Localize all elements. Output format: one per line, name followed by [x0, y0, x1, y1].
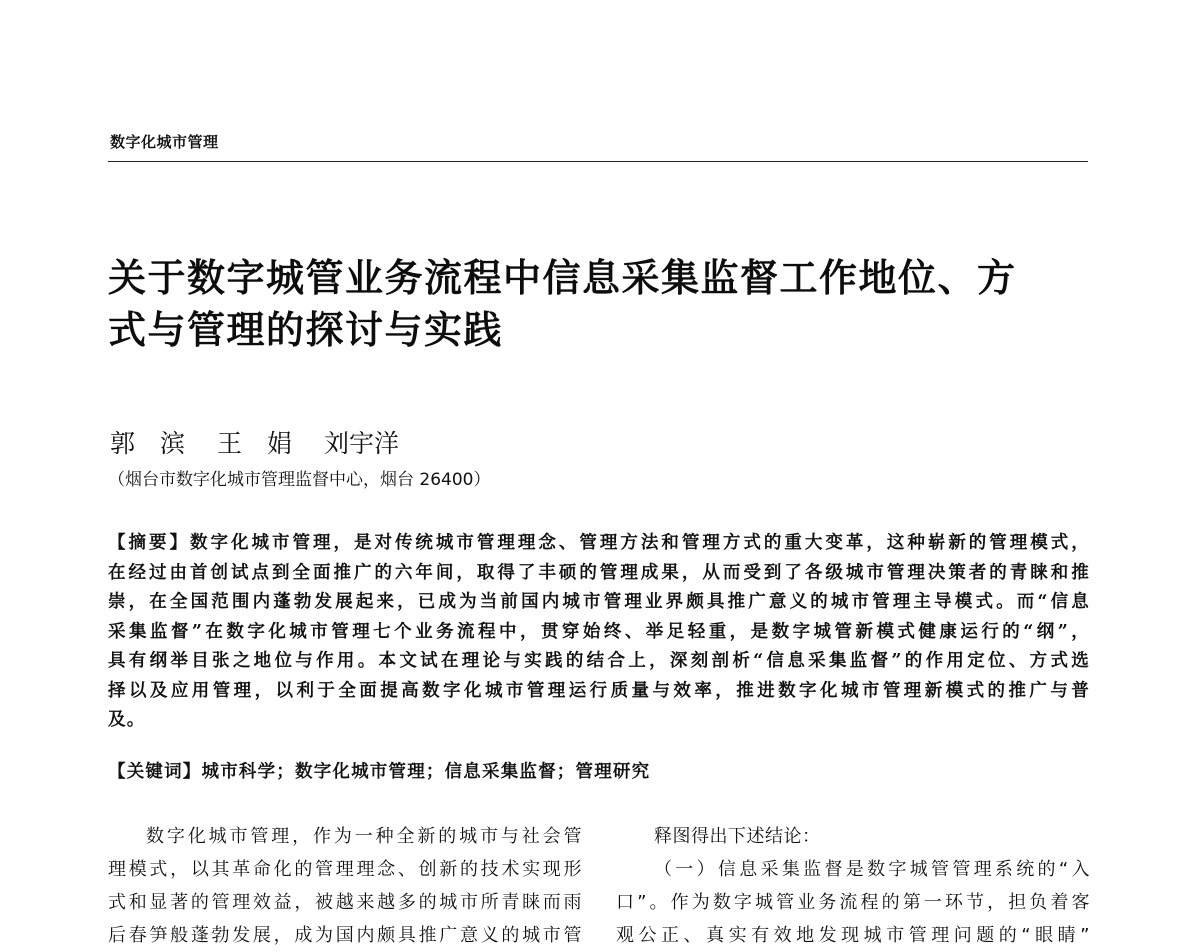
author-name: 王 娟 [217, 429, 293, 458]
abstract-line: 在经过由首创试点到全面推广的六年间，取得了丰硕的管理成果，从而受到了各级城市管理决策者的青睐和推 [108, 562, 1090, 583]
author-list [110, 424, 431, 460]
abstract-line: 具有纲举目张之地位与作用。本文试在理论与实践的结合上，深刻剖析“信息采集监督”的作用定位、方式选 [108, 651, 1090, 671]
abstract-line: 及。 [108, 710, 146, 730]
author-name: 刘宇洋 [324, 429, 400, 458]
body-left-column [108, 820, 582, 952]
running-header: 数字化城市管理 [110, 133, 219, 151]
body-line: 后春笋般蓬勃发展，成为国内颇具推广意义的城市管 [108, 925, 582, 946]
body-line: 释图得出下述结论： [654, 826, 821, 847]
title-line-1: 关于数字城管业务流程中信息采集监督工作地位、方 [108, 256, 1017, 300]
abstract-line: 崇，在全国范围内蓬勃发展起来，已成为当前国内城市管理业界颇具推广意义的城市管理主导模式。而“信息 [108, 592, 1090, 612]
body-line: 式和显著的管理效益，被越来越多的城市所青睐而雨 [108, 892, 582, 913]
body-line: 观公正、真实有效地发现城市管理问题的“眼睛” [616, 925, 1090, 946]
body-line: （一）信息采集监督是数字城管管理系统的“入 [654, 859, 1090, 880]
author-name: 郭 滨 [110, 429, 186, 458]
body-line: 数字化城市管理，作为一种全新的城市与社会管 [146, 826, 582, 847]
body-line: 口”。作为数字城管业务流程的第一环节，担负着客 [616, 892, 1090, 913]
keywords-text: 城市科学；数字化城市管理；信息采集监督；管理研究 [201, 762, 651, 782]
keywords-label: 【关键词】 [108, 762, 202, 782]
header-rule [108, 161, 1088, 162]
title-line-2: 式与管理的探讨与实践 [108, 308, 504, 352]
keywords [108, 758, 650, 783]
abstract-line: 择以及应用管理，以利于全面提高数字化城市管理运行质量与效率，推进数字化城市管理新模式的推广与普 [108, 680, 1090, 701]
abstract [108, 529, 1090, 736]
abstract-line: 采集监督”在数字化城市管理七个业务流程中，贯穿始终、举足轻重，是数字城管新模式健康运行的“纲”， [108, 621, 1090, 642]
article-title [108, 252, 1098, 356]
abstract-label: 【摘要】 [108, 533, 190, 553]
author-affiliation: （烟台市数字化城市管理监督中心，烟台 26400） [108, 470, 491, 490]
abstract-line: 【摘要】数字化城市管理，是对传统城市管理理念、管理方法和管理方式的重大变革，这种崭新的管理模式， [108, 533, 1090, 553]
body-line: 理模式，以其革命化的管理理念、创新的技术实现形 [108, 859, 582, 880]
body-right-column [616, 820, 1090, 952]
